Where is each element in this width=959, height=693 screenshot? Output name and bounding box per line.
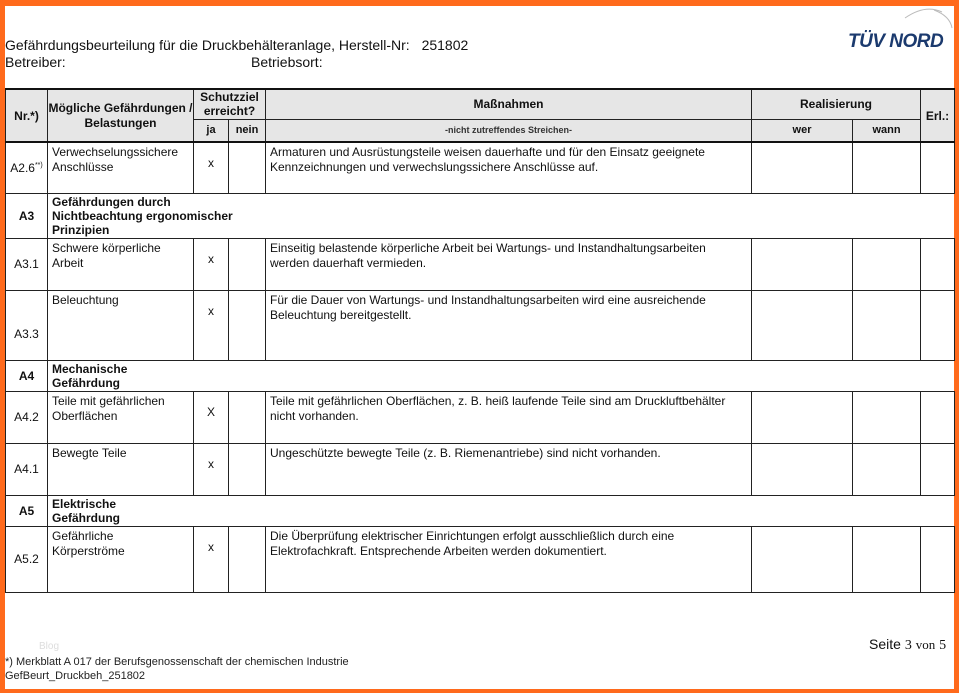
row-who xyxy=(752,443,853,495)
section-nr: A3 xyxy=(6,193,48,238)
section-title: Mechanische Gefährdung xyxy=(52,361,128,390)
col-hazards-header: Mögliche Gefährdungen / Belastungen xyxy=(48,89,194,142)
table-row xyxy=(6,290,955,360)
row-hazard: Teile mit gefährlichen Oberflächen xyxy=(48,391,194,443)
row-no xyxy=(229,142,266,193)
table-row xyxy=(6,238,955,290)
col-no-header: nein xyxy=(229,119,266,142)
section-row xyxy=(6,193,955,238)
row-measure: Teile mit gefährlichen Oberflächen, z. B. heiß laufende Teile sind am Druckluftbehälter nicht vorhanden. xyxy=(266,391,752,443)
row-yes: x xyxy=(194,526,229,592)
row-when xyxy=(853,142,921,193)
row-done xyxy=(921,526,955,592)
site-label: Betriebsort: xyxy=(251,54,323,70)
section-nr: A5 xyxy=(6,495,48,526)
row-when xyxy=(853,443,921,495)
col-measures-header: Maßnahmen xyxy=(266,89,752,119)
row-measure: Ungeschützte bewegte Teile (z. B. Riemenantriebe) sind nicht vorhanden. xyxy=(266,443,752,495)
row-no xyxy=(229,238,266,290)
section-title: Gefährdungen durch Nichtbeachtung ergonomischer Prinzipien xyxy=(52,194,233,237)
section-row xyxy=(6,495,955,526)
row-done xyxy=(921,142,955,193)
row-done xyxy=(921,290,955,360)
row-hazard: Gefährliche Körperströme xyxy=(48,526,194,592)
row-yes: x xyxy=(194,238,229,290)
row-measure: Für die Dauer von Wartungs- und Instandhaltungsarbeiten wird eine ausreichende Beleuchtung bereitgestellt. xyxy=(266,290,752,360)
row-measure: Armaturen und Ausrüstungsteile weisen dauerhafte und für den Einsatz geeignete Kennzeichnungen und verwechslungssichere Anschlüsse auf. xyxy=(266,142,752,193)
col-nr-header: Nr.*) xyxy=(6,89,48,142)
row-who xyxy=(752,391,853,443)
title-text: Gefährdungsbeurteilung für die Druckbehälteranlage, Herstell-Nr: xyxy=(5,37,410,53)
row-who xyxy=(752,526,853,592)
watermark-text: Blog xyxy=(39,641,60,652)
row-nr: A5.2 xyxy=(6,526,48,592)
col-when-header: wann xyxy=(853,119,921,142)
section-row xyxy=(6,360,955,391)
row-done xyxy=(921,443,955,495)
row-nr: A3.3 xyxy=(6,290,48,360)
serial-number: 251802 xyxy=(421,37,469,53)
row-yes: X xyxy=(194,391,229,443)
col-yes-header: ja xyxy=(194,119,229,142)
row-no xyxy=(229,526,266,592)
row-measure: Einseitig belastende körperliche Arbeit bei Wartungs- und Instandhaltungsarbeiten werden dauerhaft vermieden. xyxy=(266,238,752,290)
file-name: GefBeurt_Druckbeh_251802 xyxy=(5,670,146,682)
table-row xyxy=(6,391,955,443)
row-no xyxy=(229,391,266,443)
row-nr: A2.6**) xyxy=(6,142,48,193)
table-row xyxy=(6,526,955,592)
row-when xyxy=(853,391,921,443)
row-nr: A3.1 xyxy=(6,238,48,290)
row-done xyxy=(921,391,955,443)
row-nr: A4.2 xyxy=(6,391,48,443)
col-measures-note: -nicht zutreffendes Streichen- xyxy=(266,119,752,142)
row-who xyxy=(752,290,853,360)
section-title: Elektrische Gefährdung xyxy=(52,496,120,525)
row-yes: x xyxy=(194,290,229,360)
hazard-table xyxy=(5,88,955,593)
row-hazard: Bewegte Teile xyxy=(48,443,194,495)
col-goal-header: Schutzziel erreicht? xyxy=(194,89,266,119)
row-who xyxy=(752,238,853,290)
row-when xyxy=(853,526,921,592)
row-done xyxy=(921,238,955,290)
row-hazard: Verwechselungssichere Anschlüsse xyxy=(48,142,194,193)
row-who xyxy=(752,142,853,193)
col-who-header: wer xyxy=(752,119,853,142)
row-measure: Die Überprüfung elektrischer Einrichtungen erfolgt ausschließlich durch eine Elektrofachkraft. Entsprechende Arbeiten werden dokumentiert. xyxy=(266,526,752,592)
row-hazard: Schwere körperliche Arbeit xyxy=(48,238,194,290)
footnote: *) Merkblatt A 017 der Berufsgenossenschaft der chemischen Industrie xyxy=(5,656,349,668)
row-when xyxy=(853,290,921,360)
col-realization-header: Realisierung xyxy=(752,89,921,119)
document-title xyxy=(5,37,468,53)
col-done-header: Erl.: xyxy=(921,89,955,142)
row-when xyxy=(853,238,921,290)
table-row xyxy=(6,443,955,495)
tuev-nord-logo: TÜV NORD xyxy=(848,31,944,52)
row-yes: x xyxy=(194,142,229,193)
page-number: Seite 3 von 5 xyxy=(869,636,947,653)
row-nr: A4.1 xyxy=(6,443,48,495)
section-nr: A4 xyxy=(6,360,48,391)
row-yes: x xyxy=(194,443,229,495)
table-row xyxy=(6,142,955,193)
row-hazard: Beleuchtung xyxy=(48,290,194,360)
row-no xyxy=(229,443,266,495)
operator-label: Betreiber: xyxy=(5,54,66,70)
row-no xyxy=(229,290,266,360)
